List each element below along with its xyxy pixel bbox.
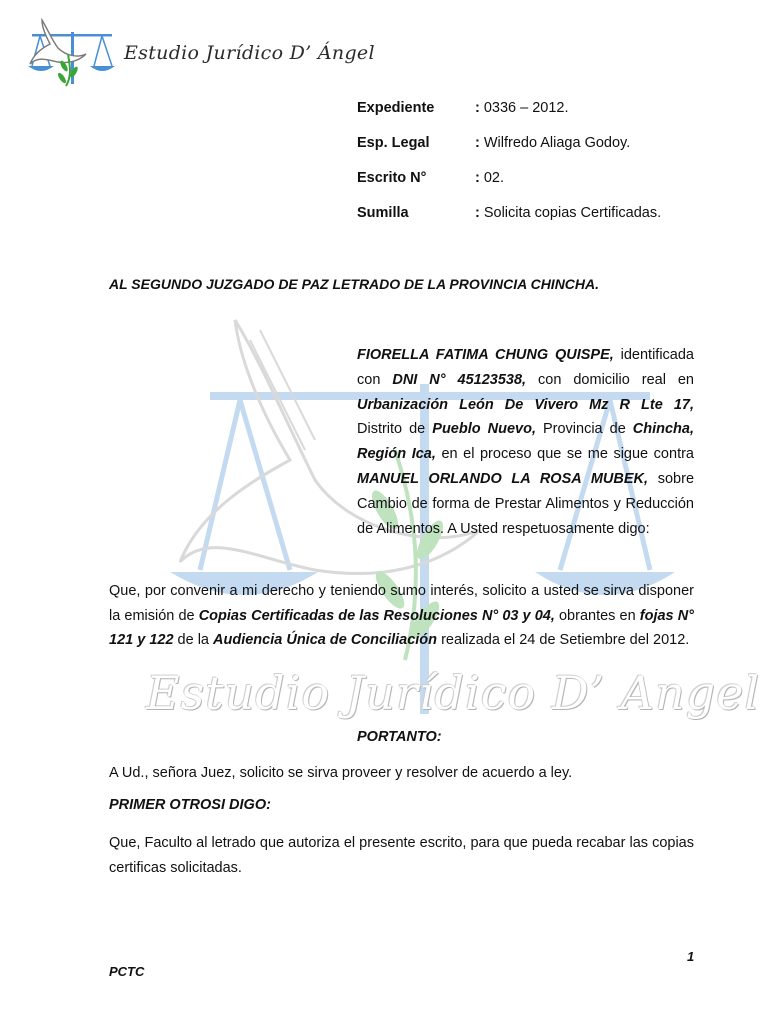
field-colon: : <box>475 100 480 116</box>
field-value: 02. <box>483 170 505 186</box>
letterhead <box>22 14 375 90</box>
field-label: Expediente <box>357 100 435 116</box>
field-escrito <box>357 170 717 205</box>
watermark-firm-name: Estudio Jurídico D’ Angel <box>146 666 761 720</box>
intro-text: sobre Cambio de forma de Prestar Alimentos y Reducción de Alimentos. A Usted respetuosamente digo: <box>357 470 695 537</box>
intro-text: en el proceso que se me sigue contra <box>441 446 694 463</box>
intro-text: Distrito de <box>357 421 426 438</box>
page-number: 1 <box>687 949 695 964</box>
firm-name: Estudio Jurídico D’ Ángel <box>124 42 375 64</box>
otrosi-paragraph: Que, Faculto al letrado que autoriza el presente escrito, para que pueda recabar las copias certificas solicitadas. <box>109 835 694 876</box>
field-sumilla <box>357 205 717 240</box>
field-expediente <box>357 100 717 135</box>
field-value: 0336 – 2012. <box>483 100 569 116</box>
dni-number: DNI N° 45123538, <box>392 371 527 388</box>
province: Chincha, Región Ica, <box>357 421 695 463</box>
otrosi-heading: PRIMER OTROSI DIGO: <box>109 797 271 813</box>
request-paragraph <box>109 579 694 653</box>
defendant-name: MANUEL ORLANDO LA ROSA MUBEK, <box>357 470 649 487</box>
intro-text: identificada con <box>357 347 694 388</box>
petitioner-name: FIORELLA FATIMA CHUNG QUISPE, <box>357 347 614 363</box>
dove-scales-logo-icon <box>22 14 118 88</box>
request-text: realizada el 24 de Setiembre del 2012. <box>441 632 690 648</box>
certified-copies: Copias Certificadas de las Resoluciones N° 03 y 04, <box>198 607 555 624</box>
request-text: de la <box>177 632 209 648</box>
field-colon: : <box>475 170 480 186</box>
field-colon: : <box>475 205 480 221</box>
court-addressee: AL SEGUNDO JUZGADO DE PAZ LETRADO DE LA PROVINCIA CHINCHA. <box>109 276 600 292</box>
district: Pueblo Nuevo, <box>432 421 536 438</box>
address: Urbanización León De Vivero Mz R Lte 17, <box>357 396 694 413</box>
field-label: Sumilla <box>357 205 409 221</box>
intro-text: con domicilio real en <box>538 371 695 388</box>
field-label: Esp. Legal <box>357 135 430 151</box>
folios: fojas N° 121 y 122 <box>109 607 694 648</box>
request-text: Que, por convenir a mi derecho y teniendo sumo interés, solicito a usted se sirva disponer la emisión de <box>109 583 694 624</box>
hearing-name: Audiencia Única de Conciliación <box>213 632 438 648</box>
portanto-paragraph: A Ud., señora Juez, solicito se sirva proveer y resolver de acuerdo a ley. <box>109 765 573 781</box>
case-fields <box>357 100 717 240</box>
field-value: Wilfredo Aliaga Godoy. <box>483 135 631 151</box>
field-label: Escrito N° <box>357 170 427 186</box>
request-text: obrantes en <box>558 607 636 624</box>
petitioner-intro <box>357 343 694 541</box>
portanto-heading: PORTANTO: <box>357 729 442 745</box>
field-colon: : <box>475 135 480 151</box>
field-esp-legal <box>357 135 717 170</box>
intro-text: Provincia de <box>542 421 626 438</box>
field-value: Solicita copias Certificadas. <box>483 205 662 221</box>
footer-initials: PCTC <box>109 964 145 979</box>
